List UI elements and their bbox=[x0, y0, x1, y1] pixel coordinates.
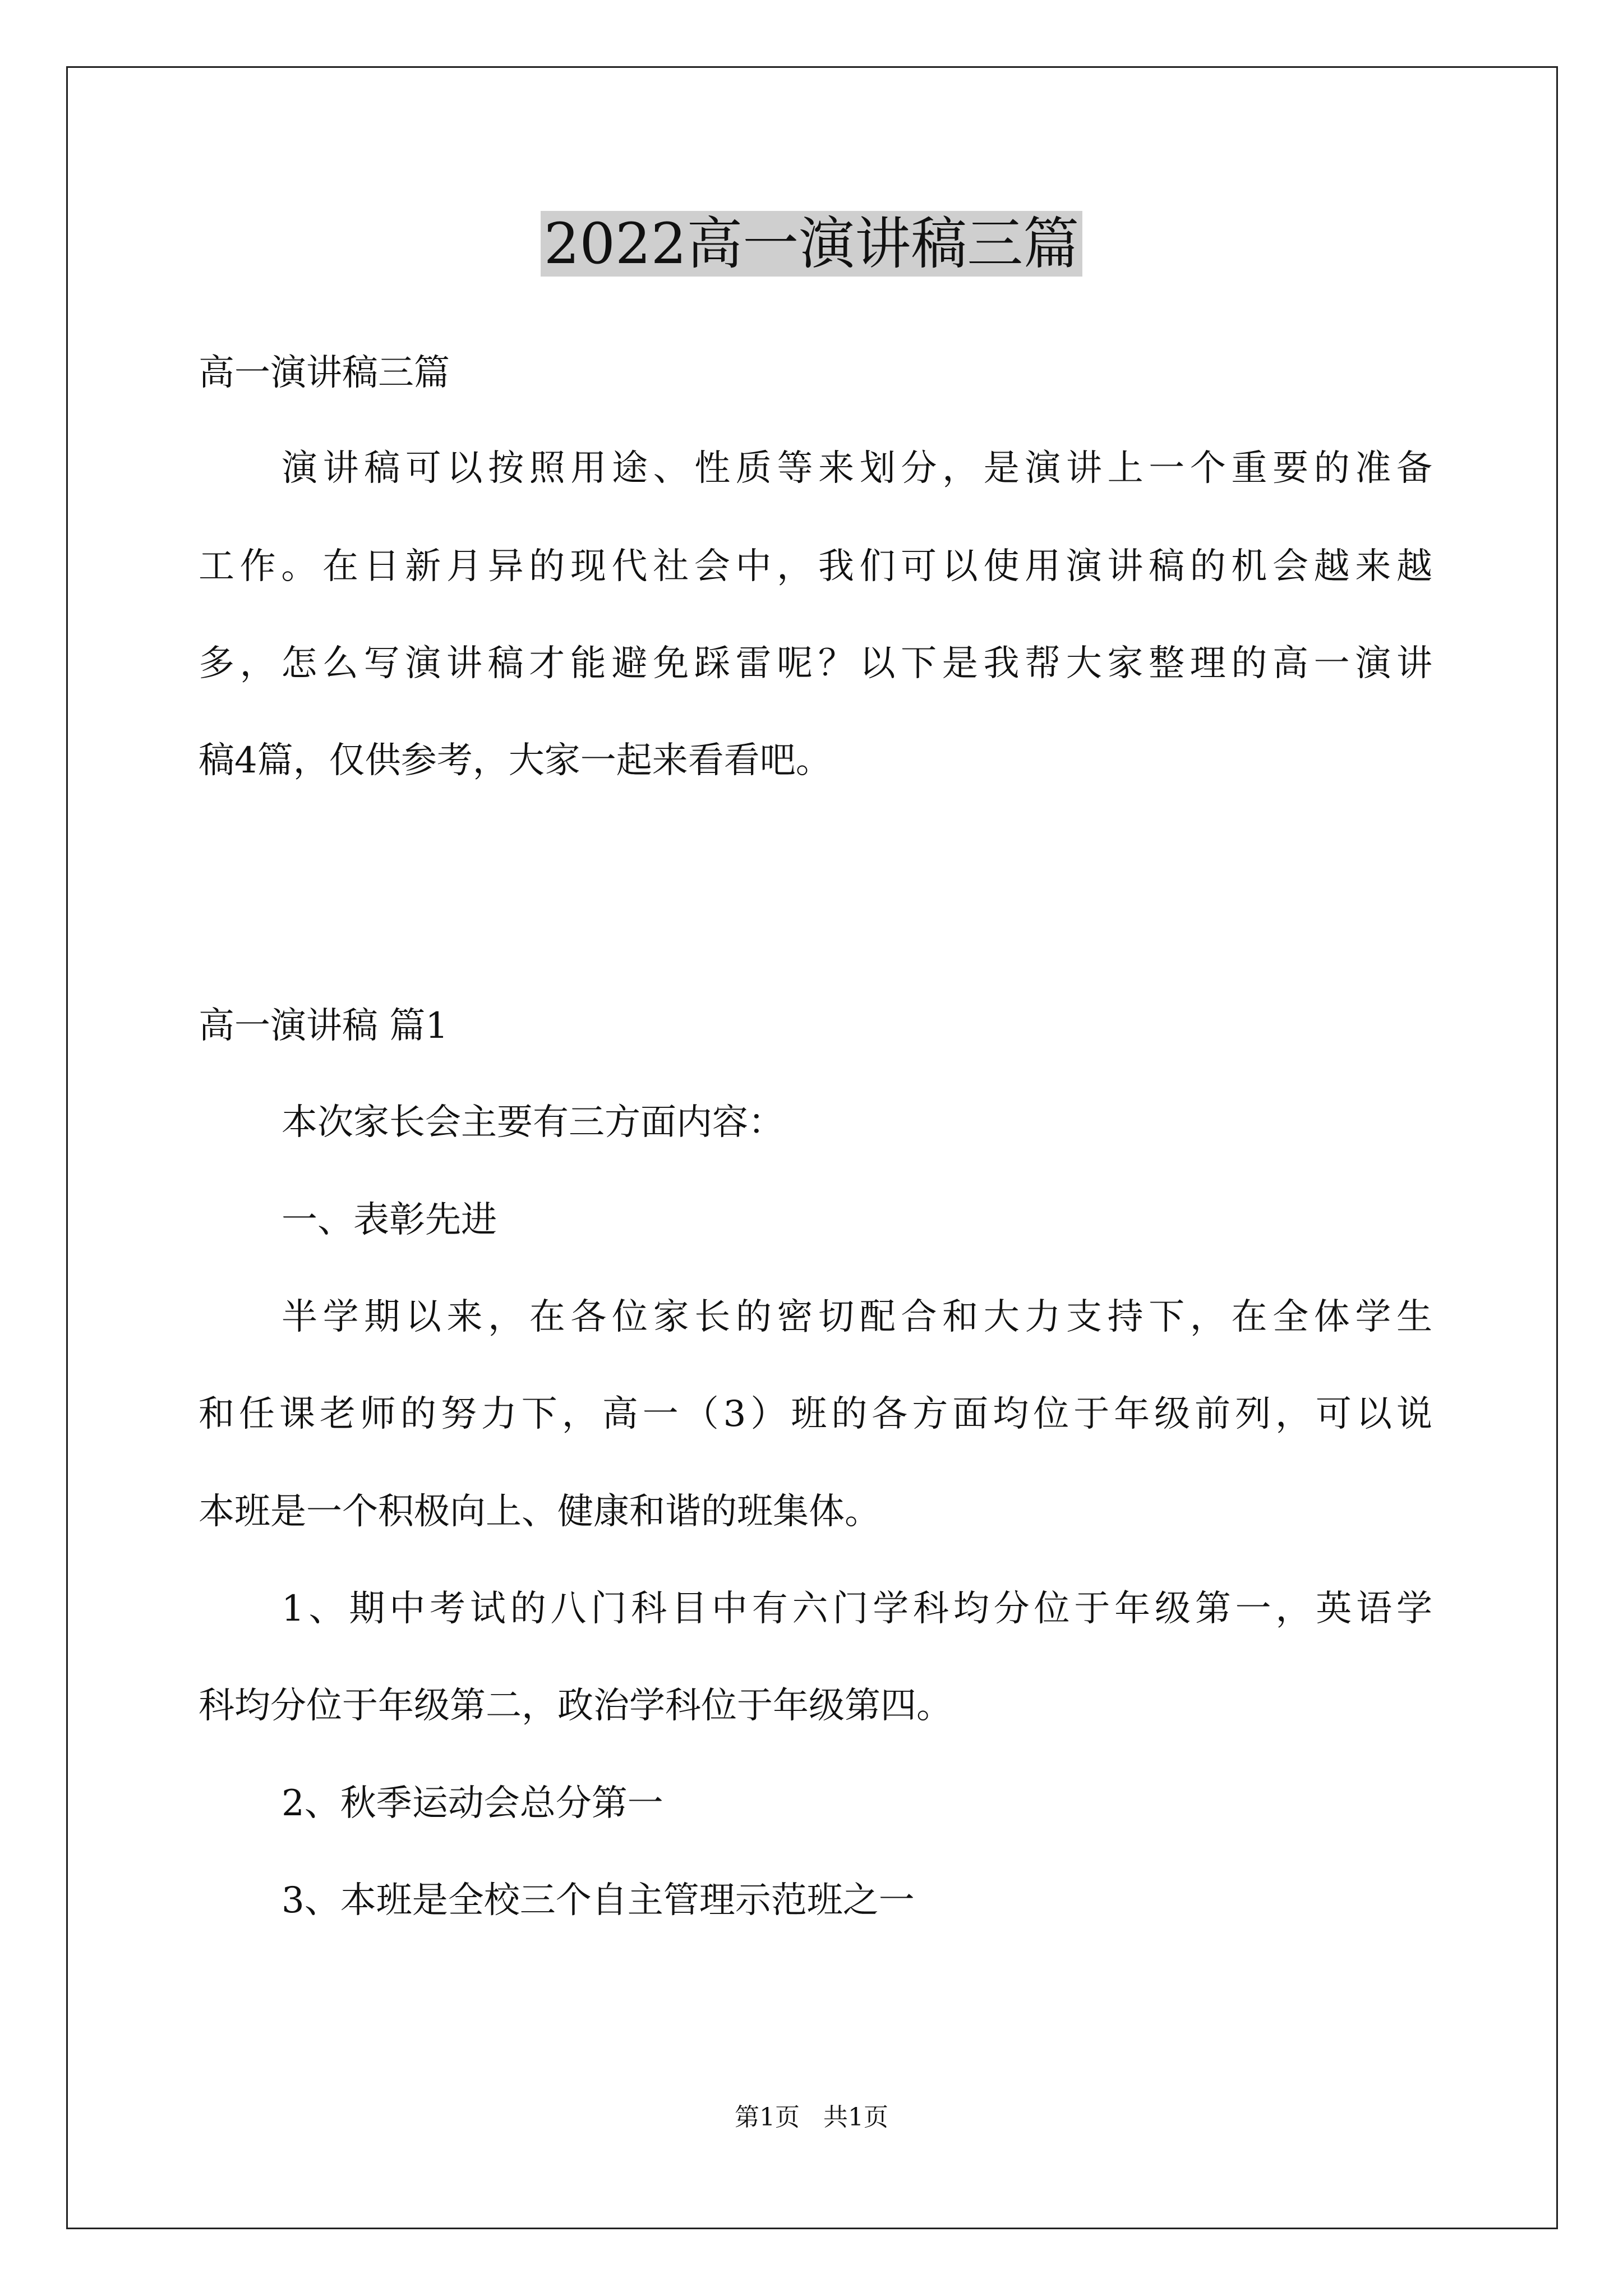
body-line: 半学期以来，在各位家长的密切配合和大力支持下，在全体学生 bbox=[282, 1296, 1432, 1338]
list-item: 3、本班是全校三个自主管理示范班之一 bbox=[282, 1880, 915, 1921]
page-footer: 第1页 共1页 bbox=[735, 2103, 888, 2132]
intro-line-1: 演讲稿可以按照用途、性质等来划分，是演讲上一个重要的准备 bbox=[282, 448, 1432, 489]
list-item: 2、秋季运动会总分第一 bbox=[282, 1783, 663, 1824]
subtitle: 高一演讲稿三篇 bbox=[199, 352, 450, 394]
paragraph-heading: 一、表彰先进 bbox=[282, 1199, 497, 1241]
intro-line-4: 稿4篇，仅供参考，大家一起来看看吧。 bbox=[199, 740, 832, 781]
paragraph: 本次家长会主要有三方面内容： bbox=[282, 1102, 784, 1143]
list-item: 1、期中考试的八门科目中有六门学科均分位于年级第一，英语学 bbox=[282, 1588, 1432, 1630]
body-line: 本班是一个积极向上、健康和谐的班集体。 bbox=[199, 1491, 880, 1533]
title-text: 2022高一演讲稿三篇 bbox=[541, 211, 1083, 277]
section-heading: 高一演讲稿 篇1 bbox=[199, 1005, 449, 1047]
body-line: 和任课老师的努力下，高一（3）班的各方面均位于年级前列，可以说 bbox=[199, 1393, 1432, 1435]
intro-line-2: 工作。在日新月异的现代社会中，我们可以使用演讲稿的机会越来越 bbox=[199, 546, 1432, 587]
document-title bbox=[0, 205, 1623, 283]
intro-line-3: 多，怎么写演讲稿才能避免踩雷呢？以下是我帮大家整理的高一演讲 bbox=[199, 643, 1432, 684]
list-item-continued: 科均分位于年级第二，政治学科位于年级第四。 bbox=[199, 1685, 952, 1727]
